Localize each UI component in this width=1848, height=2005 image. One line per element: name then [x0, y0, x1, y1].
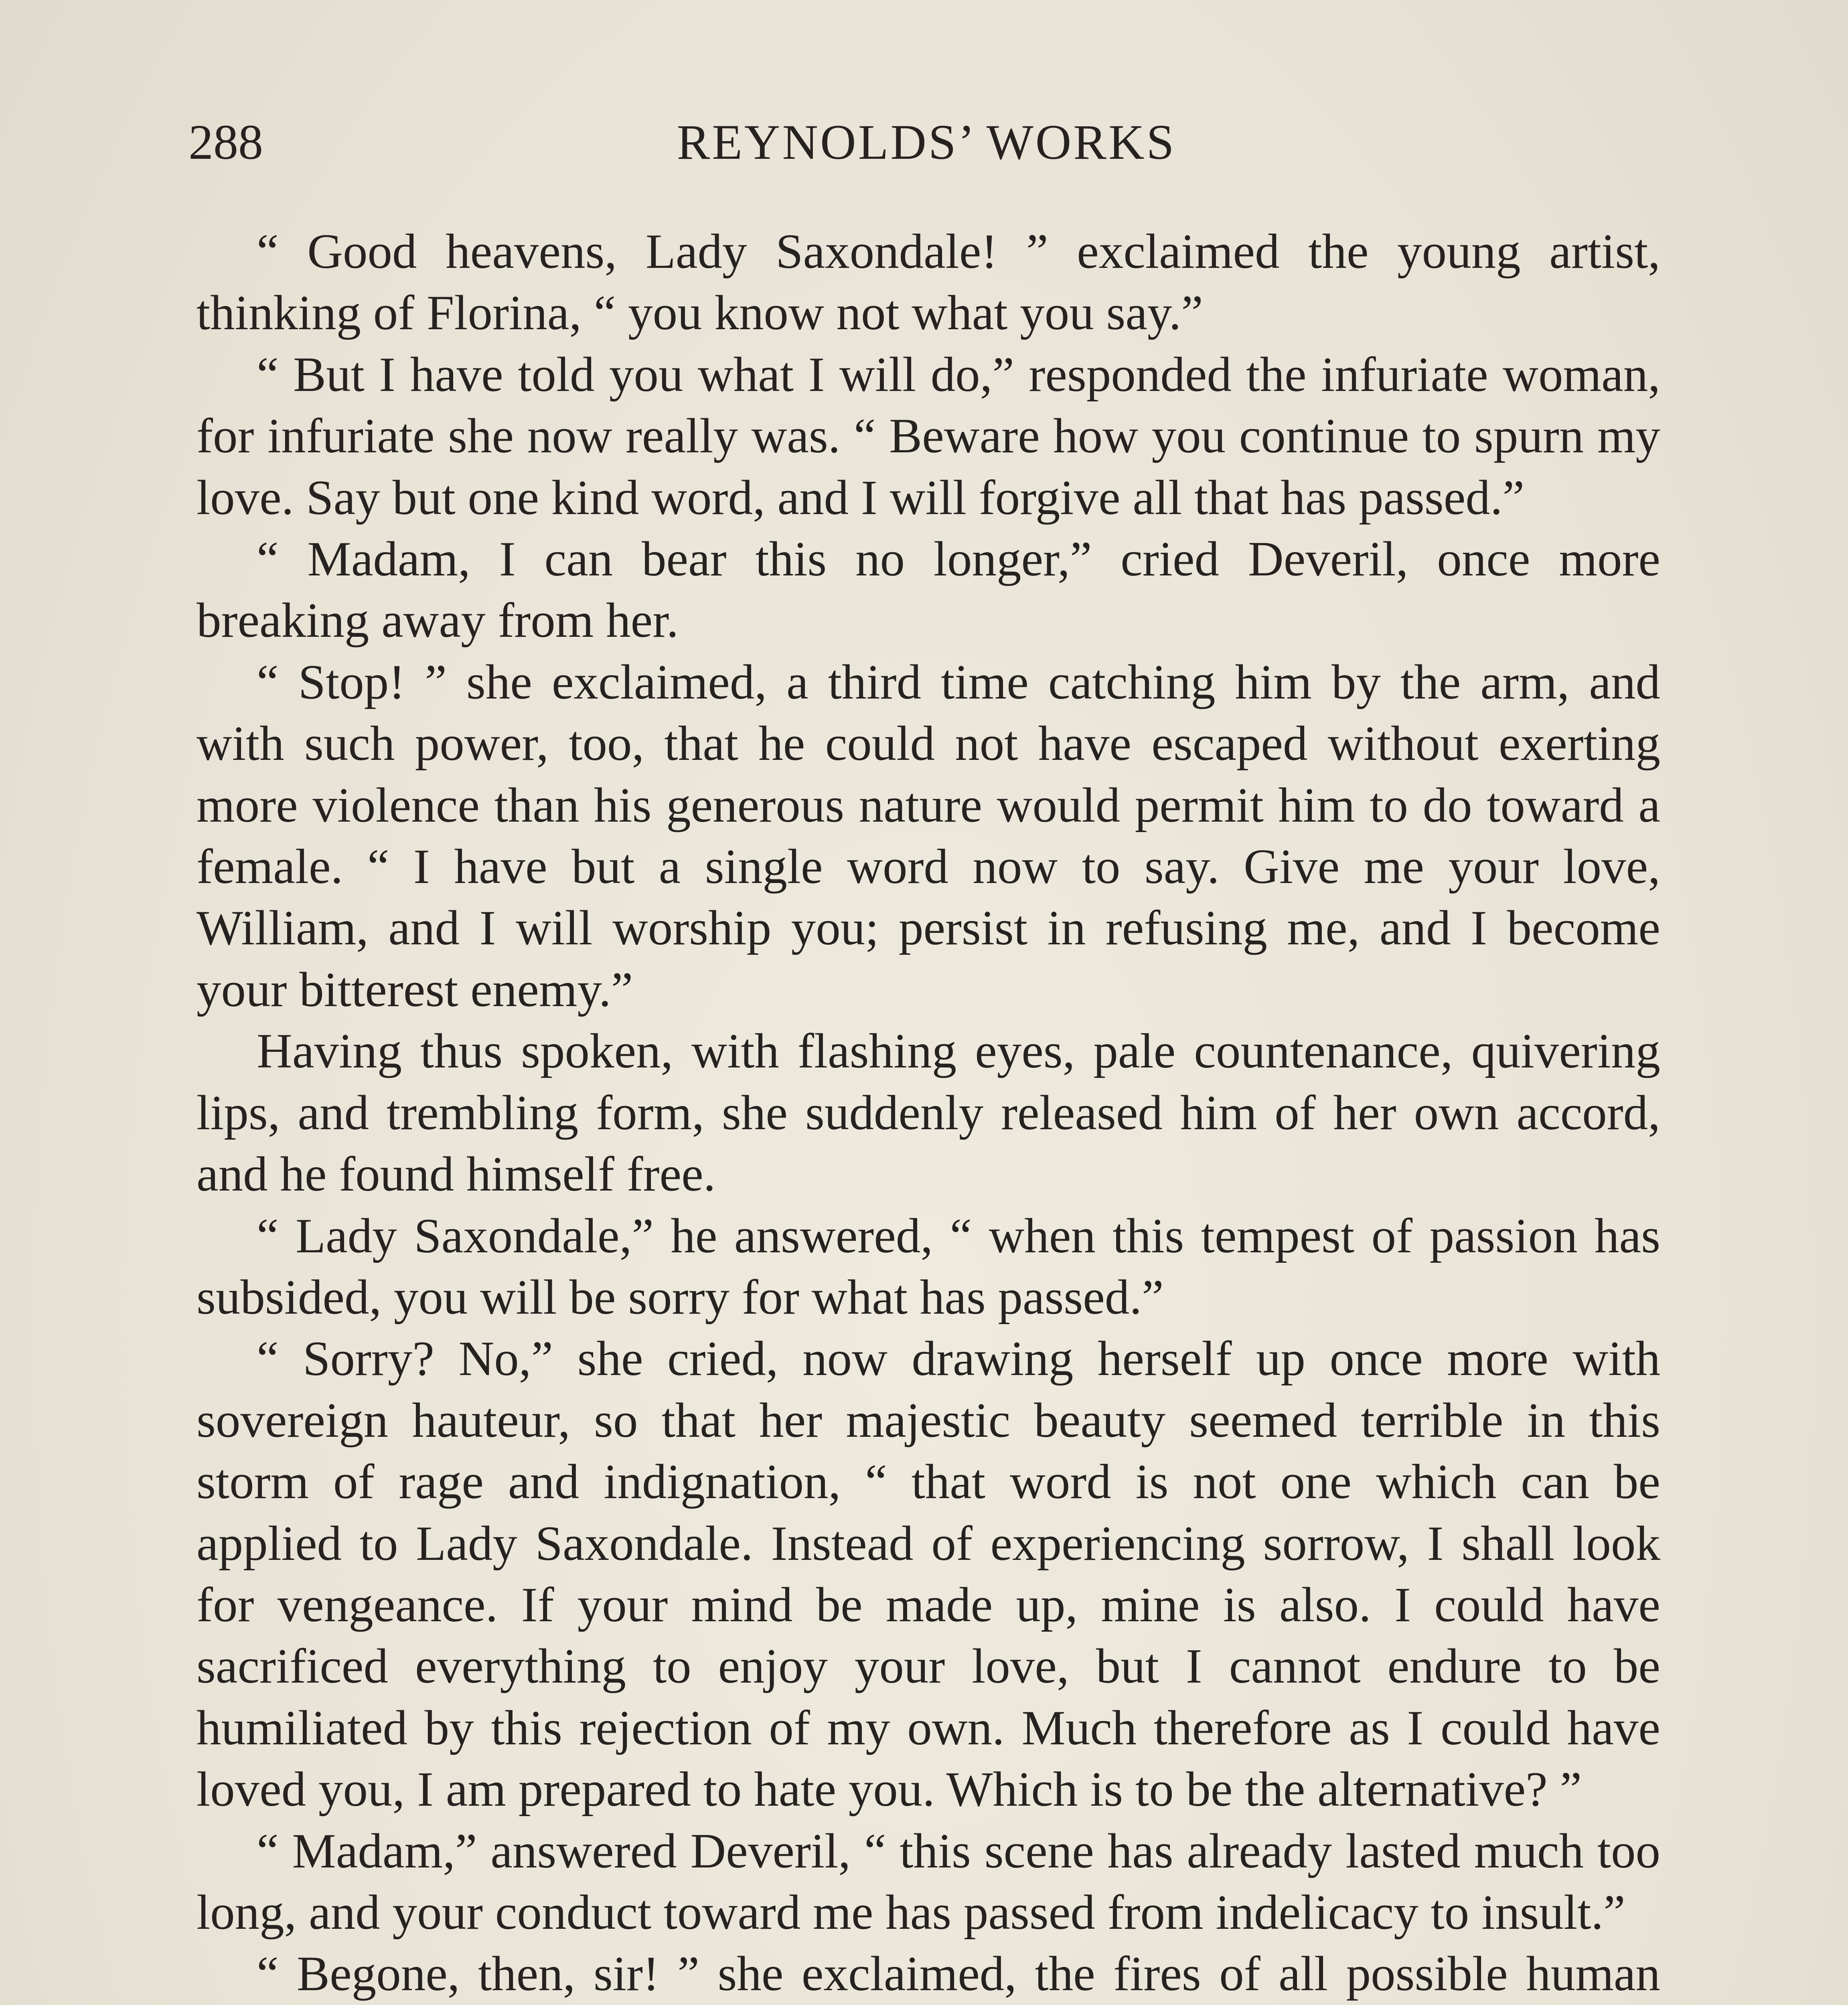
paragraph: “ Sorry? No,” she cried, now drawing herself up once more with sovereign hauteur, so that her majestic beauty seemed terrible in this storm of rage and indignation, “ that word is not one which can be applied to Lady Saxondale. Instead of experiencing sorrow, I shall look for vengeance. If your mind be made up, mine is also. I could have sacrificed everything to enjoy your love, but I cannot endure to be humiliated by this rejection of my own. Much therefore as I could have loved you, I am prepared to hate you. Which is to be the alternative? ” [197, 1331, 1660, 1817]
paragraph: “ Madam, I can bear this no longer,” cried Deveril, once more breaking away from her. [197, 531, 1660, 648]
paragraph: “ But I have told you what I will do,” responded the infuriate woman, for infuriate she now really was. “ Beware how you continue to spurn my love. Say but one kind word, and I will forgive all that has passed.” [197, 346, 1660, 525]
paragraph: Having thus spoken, with flashing eyes, pale countenance, quivering lips, and trembling form, she suddenly released him of her own accord, and he found himself free. [197, 1023, 1660, 1202]
running-head: REYNOLDS’ WORKS [677, 115, 1176, 170]
paragraph: “ Stop! ” she exclaimed, a third time catching him by the arm, and with such power, too, that he could not have escaped without exerting more violence than his generous nature would permit him to do toward a female. “ I have but a single word now to say. Give me your love, William, and I will worship you; persist in refusing me, and I become your bitterest enemy.” [197, 654, 1660, 1017]
body-text [197, 221, 1660, 2005]
paragraph: “ Lady Saxondale,” he answered, “ when this tempest of passion has subsided, you will be sorry for what has passed.” [197, 1208, 1660, 1325]
page-header [188, 110, 1664, 174]
paragraph: “ Madam,” answered Deveril, “ this scene has already lasted much too long, and your conduct toward me has passed from indelicacy to insult.” [197, 1823, 1660, 1940]
page-number: 288 [188, 115, 263, 170]
paragraph: “ Begone, then, sir! ” she exclaimed, the fires of all possible human [257, 1946, 1660, 2001]
paragraph: “ Good heavens, Lady Saxondale! ” exclaimed the young artist, thinking of Florina, “ you know not what you say.” [197, 224, 1660, 340]
